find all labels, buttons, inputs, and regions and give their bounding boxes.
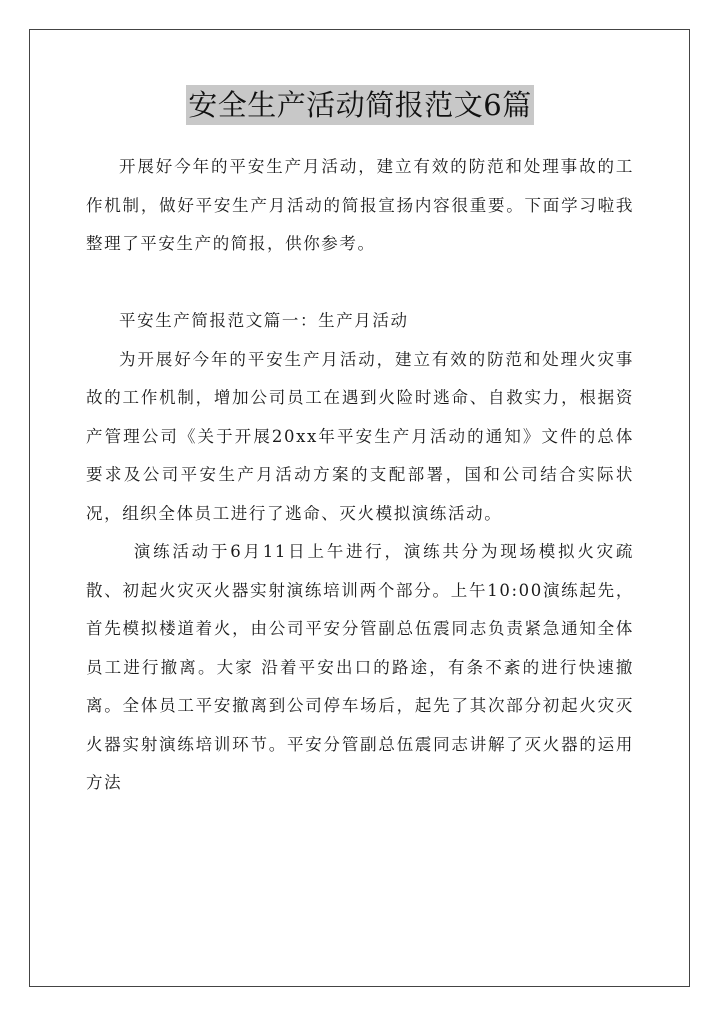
intro-paragraph: 开展好今年的平安生产月活动，建立有效的防范和处理事故的工作机制，做好平安生产月活动的简报宣扬内容很重要。下面学习啦我整理了平安生产的简报，供你参考。 (86, 157, 634, 253)
title-container (0, 85, 720, 125)
body-paragraph-1: 为开展好今年的平安生产月活动，建立有效的防范和处理火灾事故的工作机制，增加公司员工在遇到火险时逃命、自救实力，根据资产管理公司《关于开展20xx年平安生产月活动的通知》文件的总体要求及公司平安生产月活动方案的支配部署，国和公司结合实际状况，组织全体员工进行了逃命、灭火模拟演练活动。 (86, 349, 634, 523)
document-body (86, 148, 634, 803)
document-title: 安全生产活动简报范文6篇 (186, 85, 533, 125)
section-heading: 平安生产简报范文篇一：生产月活动 (119, 311, 409, 330)
body-paragraph-2: 演练活动于6月11日上午进行，演练共分为现场模拟火灾疏散、初起火灾灭火器实射演练培训两个部分。上午10:00演练起先，首先模拟楼道着火，由公司平安分管副总伍震同志负责紧急通知全体员工进行撤离。大家 沿着平安出口的路途，有条不紊的进行快速撤离。全体员工平安撤离到公司停车场后，起先了其次部分初起火灾灭火器实射演练培训环节。平安分管副总伍震同志讲解了灭火器的运用方法 (86, 542, 634, 792)
